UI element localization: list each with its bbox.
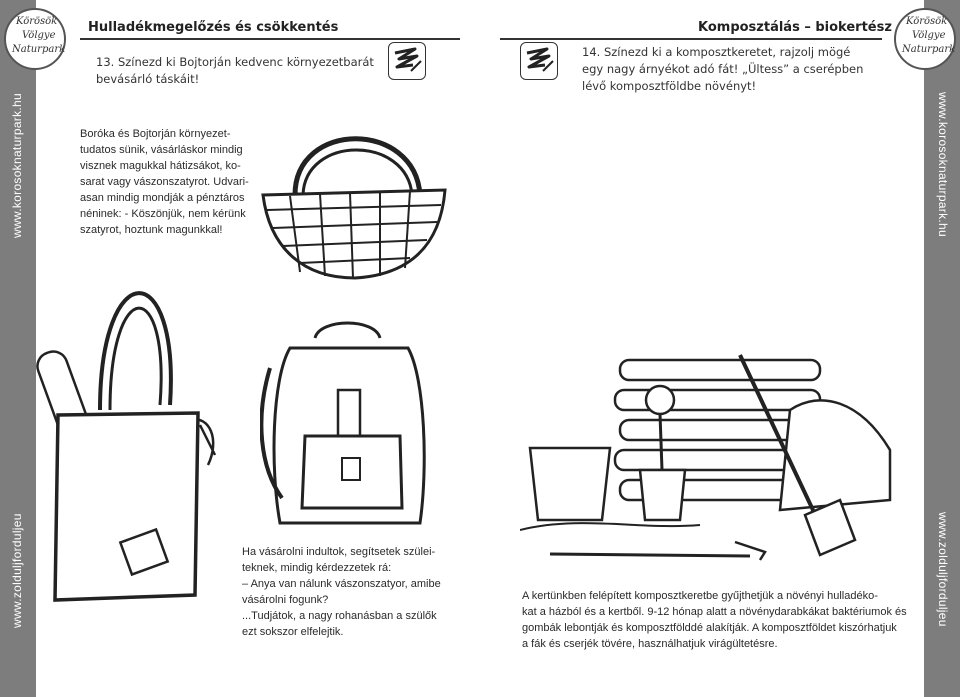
left-url-bottom: www.zoldulj​forduljeu [10,513,24,628]
right-task: 14. Színezd ki a komposztkeretet, rajzolj mögé egy nagy árnyékot adó fát! „Ültess” a cserépben lévő komposztföldbe növényt! [582,45,864,93]
basket-drawing [255,100,455,285]
compost-info-text: A kertünkben felépített komposztkeretbe gyűjthetjük a növényi hulladéko- kat a házból és a kertből. 9-12 hónap alatt a növénydarabkákat baktériumok és gombák lebontják és komposztfölddé alakítják. A komposztföldet kiszórhatjuk a fák és cserjék tövére, használhatjuk virágültetésre. [522,590,907,650]
left-heading-rule [80,38,460,40]
compost-frame-drawing [520,320,900,575]
right-url-bottom: www.zoldulj​forduljeu [936,512,950,627]
intro-paragraph: Boróka és Bojtorján környezet- tudatos sünik, vásárláskor mindig visznek magukkal hátizsákot, ko- sarat vagy vászonszatyrot. Udvari- asan mindig mondják a pénztáros néninek: - Köszönjük, nem kérünk szatyrot, hoztunk magunkkal! [80,128,249,236]
tote-bag-drawing [30,265,230,610]
naturpark-logo-right: Körösök Völgye Naturpark [894,8,956,70]
left-heading: Hulladékmegelőzés és csökkentés [88,20,339,35]
coloring-pencil-icon [520,42,558,80]
right-heading-rule [500,38,882,40]
left-url-top: www.korosoknaturpark.hu [10,93,24,238]
naturpark-logo-left: Körösök Völgye Naturpark [4,8,66,70]
right-heading: Komposztálás – biokertész [698,20,892,35]
left-task: 13. Színezd ki Bojtorján kedvenc környezetbarát bevásárló táskáit! [96,55,374,86]
right-url-top: www.korosoknaturpark.hu [936,92,950,237]
coloring-pencil-icon [388,42,426,80]
backpack-drawing [260,318,435,530]
shopping-tip-text: Ha vásárolni indultok, segítsetek szülei- teknek, mindig kérdezzetek rá: – Anya van nálunk vászonszatyor, amibe vásárolni fogunk? ...Tudjátok, a nagy rohanásban a szülők ezt sokszor elfelejtik. [242,546,441,638]
